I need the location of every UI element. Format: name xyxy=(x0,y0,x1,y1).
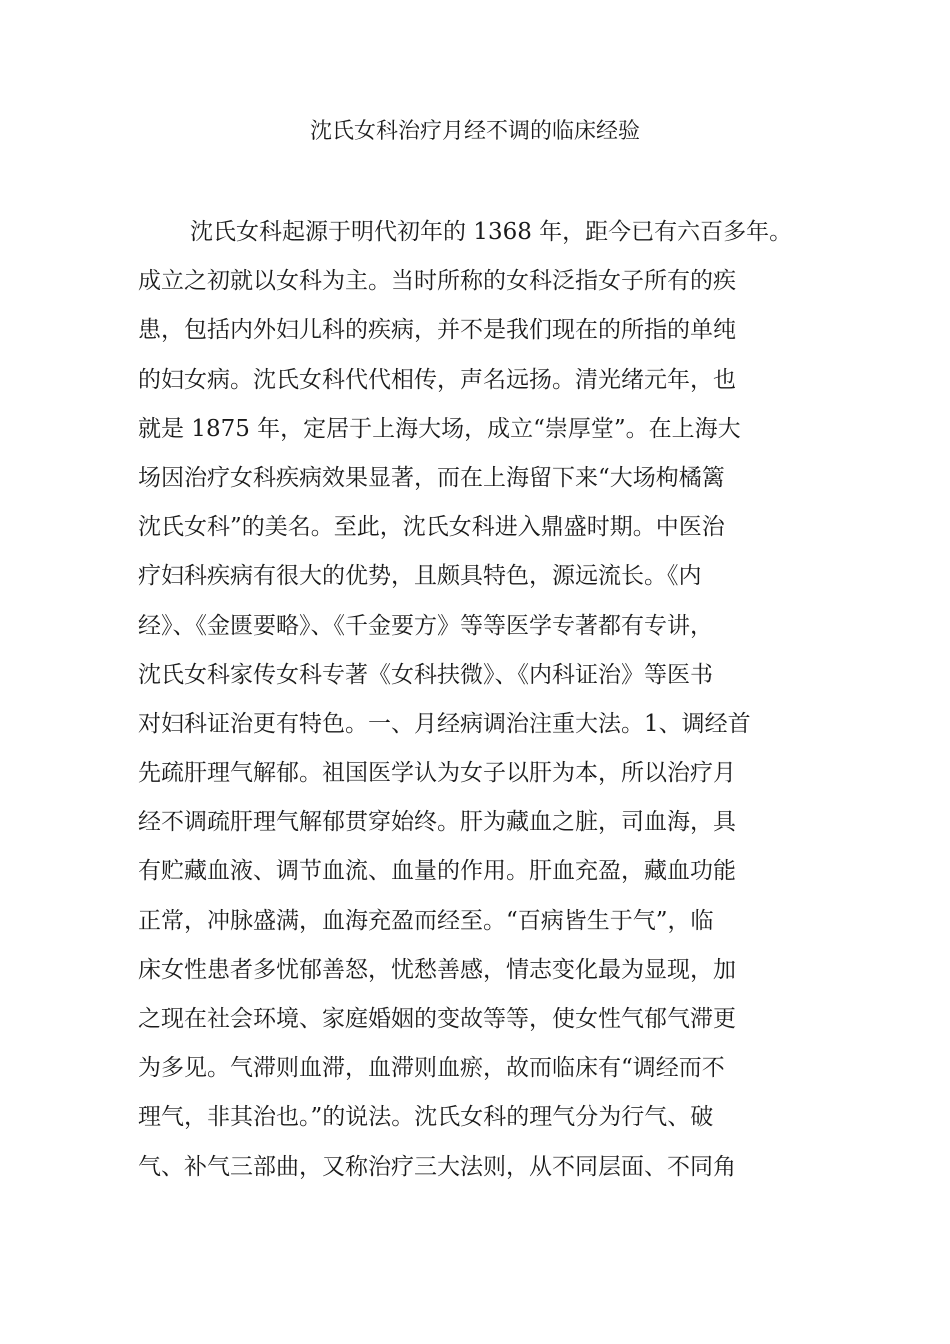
body-line: 正常，冲脉盛满，血海充盈而经至。“百病皆生于气”，临 xyxy=(138,907,714,934)
document-title: 沈氏女科治疗月经不调的临床经验 xyxy=(309,119,640,144)
body-line: 气、补气三部曲，又称治疗三大法则，从不同层面、不同角 xyxy=(138,1153,736,1180)
body-line: 沈氏女科家传女科专著《女科扶微》、《内科证治》等医书 xyxy=(138,661,713,688)
body-line: 沈氏女科起源于明代初年的 1368 年，距今已有六百多年。 xyxy=(190,219,793,245)
document-body xyxy=(138,208,838,1192)
body-line: 对妇科证治更有特色。一、月经病调治注重大法。1、调经首 xyxy=(138,710,751,737)
body-line: 经》、《金匮要略》、《千金要方》等等医学专著都有专讲， xyxy=(138,612,713,639)
body-line: 的妇女病。沈氏女科代代相传，声名远扬。清光绪元年，也 xyxy=(138,366,736,393)
body-line: 床女性患者多忧郁善怒，忧愁善感，情志变化最为显现，加 xyxy=(138,956,736,983)
body-line: 成立之初就以女科为主。当时所称的女科泛指女子所有的疾 xyxy=(138,268,736,295)
body-line: 患，包括内外妇儿科的疾病，并不是我们现在的所指的单纯 xyxy=(138,317,736,344)
body-line: 有贮藏血液、调节血流、血量的作用。肝血充盈，藏血功能 xyxy=(138,858,736,885)
body-line: 理气，非其治也。”的说法。沈氏女科的理气分为行气、破 xyxy=(138,1104,714,1131)
body-line: 之现在社会环境、家庭婚姻的变故等等，使女性气郁气滞更 xyxy=(138,1006,736,1032)
body-line: 沈氏女科”的美名。至此，沈氏女科进入鼎盛时期。中医治 xyxy=(138,514,725,541)
body-line: 经不调疏肝理气解郁贯穿始终。肝为藏血之脏，司血海，具 xyxy=(138,809,736,836)
body-line: 就是 1875 年，定居于上海大场，成立“崇厚堂”。在上海大 xyxy=(138,415,741,442)
body-line: 先疏肝理气解郁。祖国医学认为女子以肝为本，所以治疗月 xyxy=(138,760,736,787)
body-line: 为多见。气滞则血滞，血滞则血瘀，故而临床有“调经而不 xyxy=(138,1055,725,1082)
body-line: 疗妇科疾病有很大的优势，且颇具特色，源远流长。《内 xyxy=(138,563,702,590)
body-line: 场因治疗女科疾病效果显著，而在上海留下来“大场枸橘篱 xyxy=(138,464,725,491)
